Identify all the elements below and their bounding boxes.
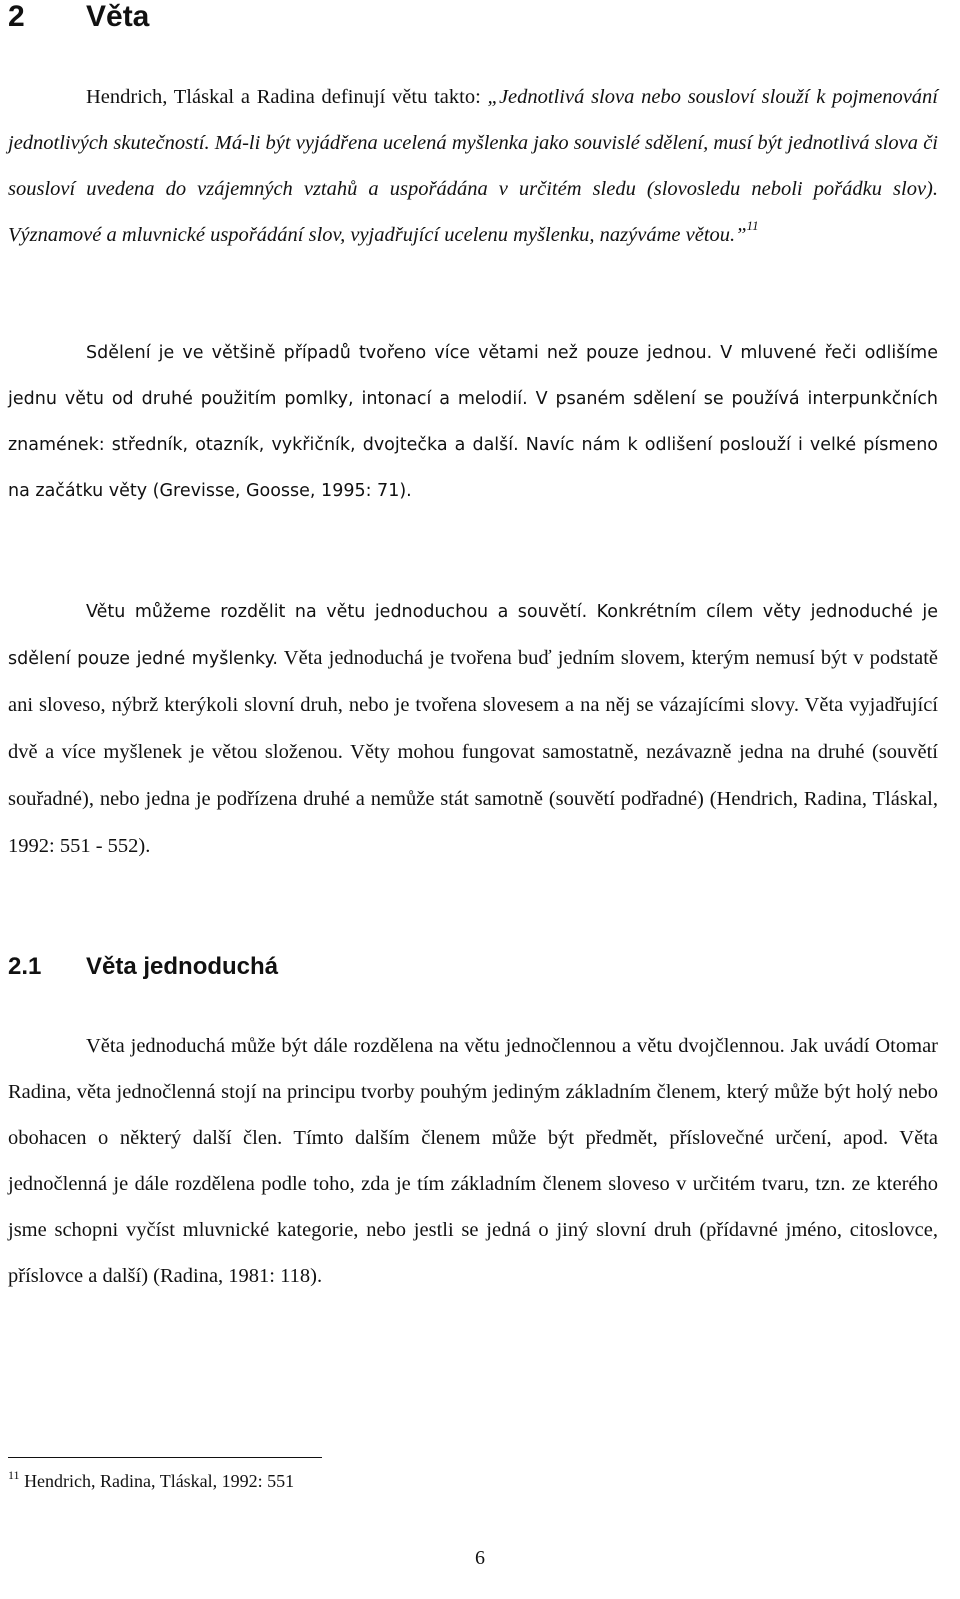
chapter-heading bbox=[8, 0, 149, 34]
section-title: Věta jednoduchá bbox=[86, 953, 279, 980]
paragraph-definition bbox=[8, 74, 938, 258]
definition-quote: „Jednotlivá slova nebo sousloví slouží k pojmenování jednotlivých skutečností. Má-li být vyjádřena ucelená myšlenka jako souvislé sdělení, musí být jednotlivá slova či sousloví uvedena do vzájemných vztahů a uspořádána v určitém sledu (slovosledu neboli pořádku slov). Významové a mluvnické uspořádání slov, vyjadřující ucelenu myšlenku, nazýváme větou.” bbox=[8, 86, 938, 246]
footnote-text: Hendrich, Radina, Tláskal, 1992: 551 bbox=[19, 1471, 295, 1491]
paragraph-lead: Hendrich, Tláskal a Radina definují větu takto: bbox=[86, 86, 488, 108]
chapter-number: 2 bbox=[8, 0, 25, 33]
paragraph-sentence-types-sans: Větu můžeme rozdělit na větu jednoduchou a souvětí. Konkrétním cílem věty jednoduché je sdělení pouze jedné myšlenky. bbox=[8, 602, 938, 669]
section-number: 2.1 bbox=[8, 953, 42, 980]
page-number: 6 bbox=[475, 1547, 485, 1569]
chapter-title: Věta bbox=[86, 0, 150, 33]
paragraph-sentence-separation: Sdělení je ve většině případů tvořeno více větami než pouze jednou. V mluvené řeči odlišíme jednu větu od druhé použitím pomlky, intonací a melodií. V psaném sdělení se používá interpunkčních znamének: středník, otazník, vykřičník, dvojtečka a další. Navíc nám k odlišení poslouží i velké písmeno na začátku věty (Grevisse, Goosse, 1995: 71). bbox=[8, 343, 938, 501]
footnote-separator bbox=[8, 1457, 322, 1458]
footnote-reference: 11 bbox=[746, 218, 759, 233]
paragraph-simple-sentence: Věta jednoduchá může být dále rozdělena na větu jednočlennou a větu dvojčlennou. Jak uvádí Otomar Radina, věta jednočlenná stojí na principu tvorby pouhým jediným základním členem, který může být holý nebo obohacen o některý další člen. Tímto dalším členem může být předmět, příslovečné určení, apod. Věta jednočlenná je dále rozdělena podle toho, zda je tím základním členem sloveso v určitém tvaru, tzn. ze kterého jsme schopni vyčíst mluvnické kategorie, nebo jestli se jedná o jiný slovní druh (přídavné jméno, citoslovce, příslovce a další) (Radina, 1981: 118). bbox=[8, 1035, 938, 1287]
paragraph-sentence-types bbox=[8, 589, 938, 870]
footnote bbox=[8, 1468, 294, 1494]
footnote-number: 11 bbox=[8, 1468, 20, 1482]
section-heading bbox=[8, 952, 278, 982]
paragraph-sentence-types-serif: Věta jednoduchá je tvořena buď jedním slovem, kterým nemusí být v podstatě ani sloveso, nýbrž kterýkoli slovní druh, nebo je tvořena slovesem a na něj se vázajícími slovy. Věta vyjadřující dvě a více myšlenek je větou složenou. Věty mohou fungovat samostatně, nezávazně jedna na druhé (souvětí souřadné), nebo jedna je podřízena druhé a nemůže stát samotně (souvětí podřadné) (Hendrich, Radina, Tláskal, 1992: 551 - 552). bbox=[8, 647, 938, 857]
